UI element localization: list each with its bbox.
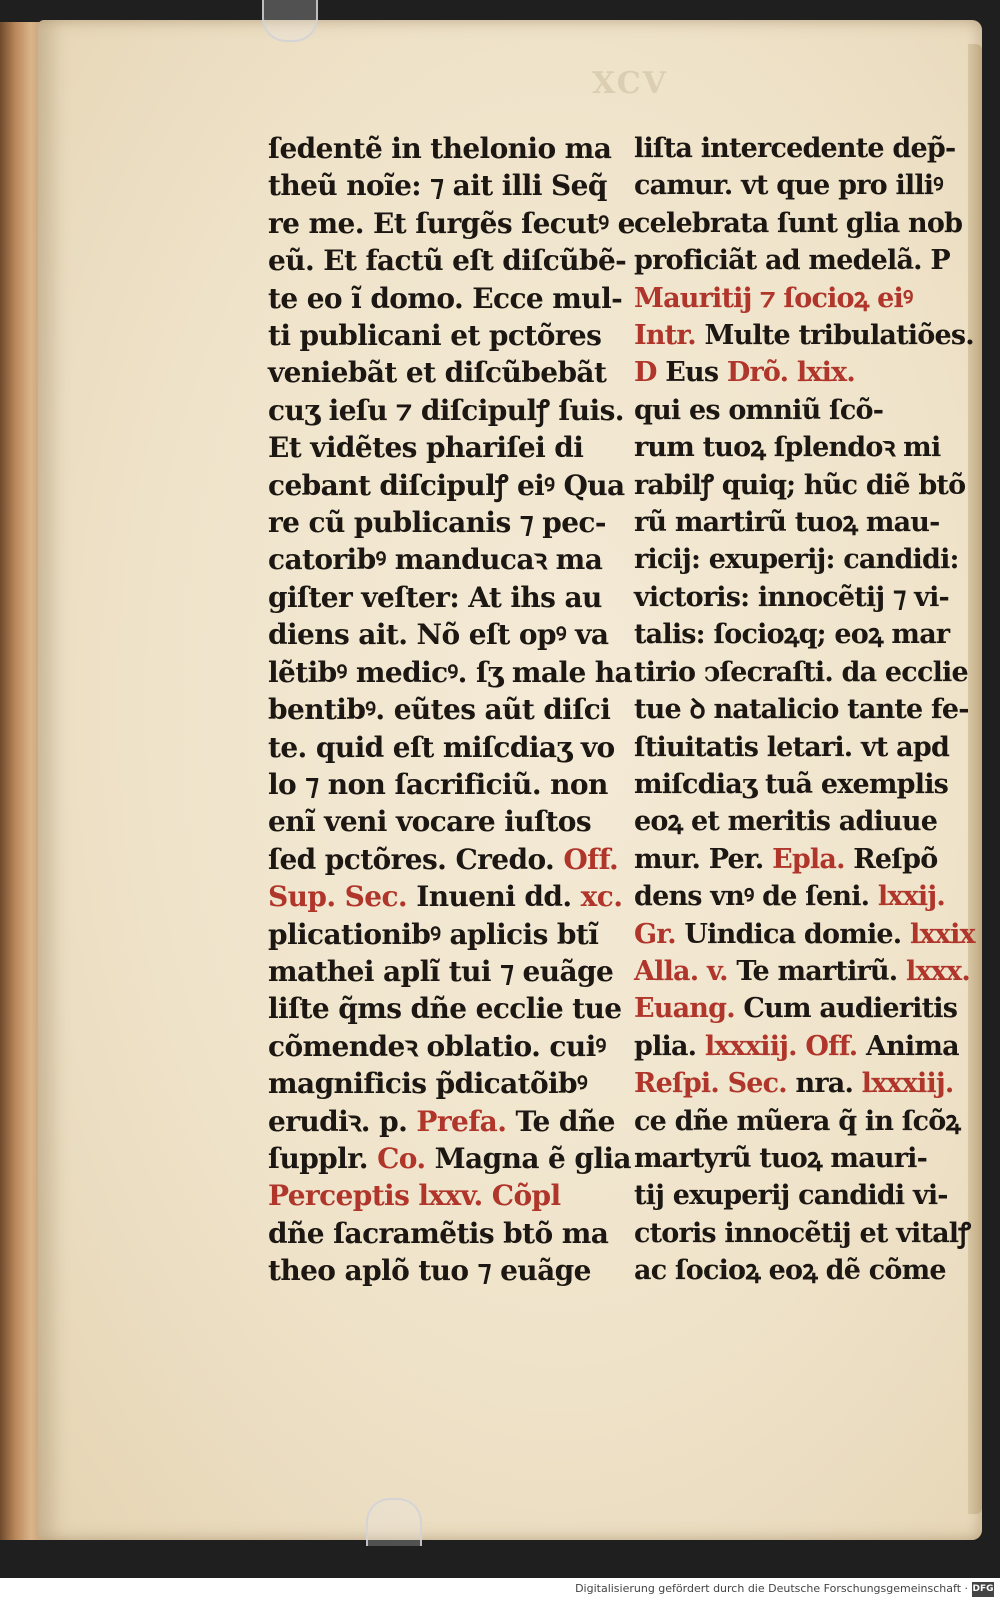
body-text: celebrata ſunt glia nob — [634, 207, 963, 239]
text-line — [268, 729, 618, 766]
body-text: rũ martirũ tuoꝝ mau- — [634, 507, 940, 539]
body-text: ricij: exuperij: candidi: — [634, 544, 959, 576]
body-text: Te martirũ. — [727, 955, 906, 987]
text-line — [268, 766, 618, 803]
text-line — [634, 317, 974, 354]
rubric-text: Euang. — [634, 993, 735, 1025]
rubric-text: Perceptis — [268, 1179, 419, 1213]
rubric-text: Off. — [563, 842, 619, 876]
text-line — [268, 841, 618, 878]
rubric-text: lxxxiij. — [704, 1030, 797, 1062]
body-text: ti publicani et pctõres — [268, 319, 602, 353]
rubric-text: Prefa. — [416, 1104, 507, 1138]
body-text: cuʒ ieſu ⁊ diſcipulꝭ ſuis. — [268, 393, 624, 427]
body-text: veniebãt et diſcũbebãt — [268, 356, 607, 390]
text-line — [268, 579, 618, 616]
body-text: Cum audieritis — [734, 993, 958, 1025]
rubric-text: Intr. — [634, 320, 696, 352]
text-line — [634, 990, 958, 1027]
rubric-text: Reſpi. Sec. — [634, 1068, 787, 1100]
rubric-text: Epla. — [772, 843, 845, 875]
body-text: re cũ publicanis ⁊ pec- — [268, 506, 606, 540]
rubric-text: Sup. Sec. — [268, 880, 408, 914]
rubric-text: v. — [698, 955, 728, 987]
text-line — [634, 541, 959, 578]
text-line — [268, 803, 618, 840]
body-text: Et vidẽtes phariſei di — [268, 431, 584, 465]
text-line — [268, 878, 623, 915]
text-line — [268, 130, 618, 167]
text-line — [268, 916, 618, 953]
text-line — [268, 205, 635, 242]
text-line — [268, 354, 618, 391]
rubric-text: lxxv. Cõpl — [418, 1179, 561, 1213]
rubric-text: Off. — [805, 1030, 858, 1062]
text-line — [268, 242, 627, 279]
rubric-text: lxxij. — [877, 881, 945, 913]
text-line — [634, 242, 950, 279]
body-text: Anima — [857, 1030, 959, 1062]
page-gutter-edge — [968, 44, 982, 1514]
body-text: miſcdiaʒ tuã exemplis — [634, 768, 949, 800]
body-text: plicationibꝰ aplicis btĩ — [268, 917, 599, 951]
body-text: Uindica domie. — [675, 918, 911, 950]
text-line — [634, 205, 963, 242]
body-text: tirio ↄſecraſti. da ecclie — [634, 656, 968, 688]
footer-credit: Digitalisierung gefördert durch die Deutsche Forschungsgemeinschaft · — [575, 1582, 968, 1595]
body-text: ſedentẽ in thelonio ma — [268, 132, 612, 165]
body-text: ac ſocioꝝ eoꝝ dẽ cõme — [634, 1255, 946, 1287]
rubric-text: Gr. — [634, 918, 676, 950]
text-line — [634, 392, 946, 429]
body-text: diens ait. Nõ eſt opꝰ va — [268, 618, 609, 652]
body-text: Reſpõ — [844, 843, 938, 875]
body-text: dñe ſacramẽtis btõ ma — [268, 1216, 609, 1250]
text-column-right — [634, 130, 975, 1290]
text-line — [634, 953, 970, 990]
text-line — [268, 953, 618, 990]
text-line — [268, 467, 625, 504]
body-text: nra. — [786, 1068, 862, 1100]
text-column-left — [268, 130, 635, 1290]
text-line — [634, 579, 949, 616]
text-line — [634, 1103, 961, 1140]
body-text: te. quid eſt miſcdiaʒ vo — [268, 730, 615, 764]
body-text: te eo ĩ domo. Ecce mul- — [268, 281, 623, 315]
text-line — [268, 990, 622, 1027]
text-line — [634, 467, 966, 504]
body-text: Multe tribulatiões. — [695, 320, 974, 352]
body-text: cebant diſcipulꝭ eiꝰ Qua — [268, 468, 625, 502]
text-line — [268, 691, 618, 728]
rubric-text: Alla. — [634, 955, 699, 987]
body-text: dens vnꝰ de ſeni. — [634, 881, 878, 913]
body-text: liſte q̃ms dñe ecclie tue — [268, 992, 622, 1026]
body-text: bentibꝰ. eũtes aũt diſci — [268, 693, 611, 727]
text-line — [634, 354, 946, 391]
text-line — [634, 1028, 959, 1065]
body-text: ſed pctõres. Credo. — [268, 842, 564, 876]
text-line — [634, 916, 975, 953]
body-text: tue ꝺ natalicio tante fe- — [634, 694, 969, 726]
text-line — [268, 1103, 618, 1140]
rubric-text: lxxix — [910, 918, 975, 950]
body-text: enĩ veni vocare iuſtos — [268, 805, 592, 839]
body-text: Magna ẽ glia — [425, 1141, 631, 1175]
text-line — [634, 1215, 971, 1252]
text-line — [634, 803, 946, 840]
body-text: victoris: innocẽtij ⁊ vi- — [634, 581, 949, 613]
text-line — [268, 1252, 618, 1289]
body-text: Inueni dd. — [407, 880, 581, 914]
text-line — [634, 1065, 954, 1102]
body-text: tij exuperij candidi vi- — [634, 1180, 948, 1212]
rubric-text: Mauritij ⁊ ſocioꝝ eiꝰ — [634, 282, 913, 314]
body-text: talis: ſocioꝝq; eoꝝ mar — [634, 619, 950, 651]
text-line — [268, 317, 618, 354]
text-line — [634, 616, 950, 653]
body-text: martyrũ tuoꝝ mauri- — [634, 1142, 928, 1174]
text-line — [268, 167, 618, 204]
text-line — [634, 504, 946, 541]
body-text: ctoris innocẽtij et vitalꝭ — [634, 1217, 971, 1249]
folio-number: XCV — [592, 66, 668, 101]
rubric-text: lxxx. — [905, 955, 970, 987]
text-line — [268, 654, 633, 691]
text-line — [268, 280, 623, 317]
text-line — [634, 167, 946, 204]
text-line — [634, 1252, 946, 1289]
text-line — [634, 878, 946, 915]
text-line — [634, 766, 949, 803]
text-line — [268, 1028, 618, 1065]
body-text: giſter veſter: At ihs au — [268, 580, 602, 614]
text-line — [268, 504, 618, 541]
body-text: catoribꝰ manducaꝛ ma — [268, 543, 603, 577]
body-text: magnificis p̃dicatõibꝰ — [268, 1067, 588, 1101]
text-line — [634, 130, 956, 167]
body-text: theo aplõ tuo ⁊ euãge — [268, 1254, 591, 1288]
text-line — [634, 691, 969, 728]
text-line — [634, 654, 968, 691]
rubric-text: Drõ. lxix. — [726, 357, 855, 389]
body-text: lo ⁊ non ſacrificiũ. non — [268, 767, 608, 801]
body-text: re me. Et ſurgẽs ſecutꝰ e — [268, 206, 635, 240]
body-text: rum tuoꝝ ſplendoꝛ mi — [634, 432, 941, 464]
body-text: Eus — [656, 357, 727, 389]
text-line — [634, 280, 946, 317]
body-text: mathei aplĩ tui ⁊ euãge — [268, 954, 614, 988]
page-clip-bottom — [366, 1498, 422, 1546]
text-line — [634, 729, 950, 766]
text-line — [268, 392, 624, 429]
body-text: proficiãt ad medelã. P — [634, 245, 950, 277]
body-text: ce dñe mũera q̃ in ſcõꝝ — [634, 1105, 961, 1137]
body-text: theũ noĩe: ⁊ ait illi Seq̃ — [268, 169, 607, 203]
text-line — [268, 1065, 618, 1102]
body-text: cõmendeꝛ oblatio. cuiꝰ — [268, 1029, 606, 1063]
text-line — [268, 1177, 618, 1214]
text-line — [634, 429, 946, 466]
body-text: eũ. Et factũ eſt diſcũbẽ- — [268, 244, 627, 278]
text-line — [634, 841, 946, 878]
text-line — [268, 616, 618, 653]
body-text: mur. Per. — [634, 843, 773, 875]
rubric-text: xc. — [580, 880, 623, 914]
text-line — [634, 1140, 946, 1177]
body-text: Te dñe — [506, 1104, 615, 1138]
text-line — [268, 541, 618, 578]
body-text: qui es omniũ ſcõ- — [634, 394, 884, 426]
rubric-text: Co. — [377, 1141, 426, 1175]
body-text: plia. — [634, 1030, 705, 1062]
rubric-text: lxxxiij. — [861, 1068, 954, 1100]
body-text: eoꝝ et meritis adiuue — [634, 806, 938, 838]
body-text: ſtiuitatis letari. vt apd — [634, 731, 950, 763]
text-line — [268, 429, 618, 466]
body-text: camur. vt que pro illiꝰ — [634, 170, 943, 202]
page-clip-top — [262, 0, 318, 42]
body-text: erudiꝛ. p. — [268, 1104, 417, 1138]
body-text: liſta intercedente dep̃- — [634, 133, 956, 164]
text-line — [268, 1215, 618, 1252]
body-text: rabilꝭ quiq; hũc diẽ btõ — [634, 469, 966, 501]
footer-bar — [0, 1578, 1000, 1602]
body-text: lẽtibꝰ medicꝰ. ſʒ male ha — [268, 655, 633, 689]
dfg-logo: DFG — [972, 1582, 994, 1597]
text-line — [634, 1177, 946, 1214]
text-line — [268, 1140, 631, 1177]
rubric-text: D — [634, 357, 657, 389]
body-text: ſupplr. — [268, 1141, 378, 1175]
